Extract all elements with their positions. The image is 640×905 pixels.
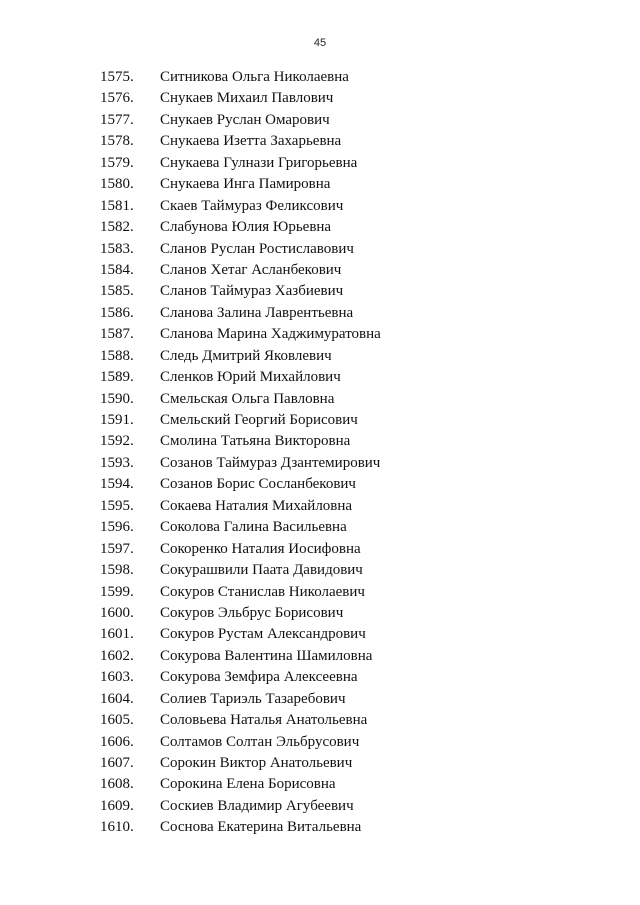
list-item-number: 1591.	[100, 412, 134, 428]
list-item	[0, 389, 640, 410]
list-item	[0, 367, 640, 388]
list-item-number: 1595.	[100, 497, 134, 514]
list-item	[0, 131, 640, 152]
list-item-number: 1587.	[100, 326, 134, 343]
list-item-name: Сокурова Валентина Шамиловна	[160, 647, 373, 664]
list-item-name: Сокоренко Наталия Иосифовна	[160, 540, 361, 557]
list-item-number: 1584.	[100, 261, 134, 278]
list-item-name: Смельская Ольга Павловна	[160, 390, 335, 407]
list-item	[0, 560, 640, 581]
list-item-number: 1602.	[100, 647, 134, 664]
list-item	[0, 496, 640, 517]
list-item	[0, 474, 640, 495]
list-item-number: 1589.	[100, 369, 134, 386]
list-item-name: Снукаева Изетта Захарьевна	[160, 133, 342, 150]
list-item-number: 1593.	[100, 454, 134, 471]
list-item	[0, 110, 640, 131]
list-item-name: Созанов Борис Сосланбекович	[160, 476, 356, 493]
list-item	[0, 817, 640, 838]
list-item	[0, 346, 640, 367]
list-item	[0, 624, 640, 645]
list-item-name: Сорокин Виктор Анатольевич	[160, 755, 353, 771]
list-item-number: 1599.	[100, 583, 134, 600]
list-item	[0, 153, 640, 174]
list-item-number: 1606.	[100, 733, 134, 750]
list-item-name: Снукаев Михаил Павлович	[160, 90, 334, 107]
list-item-name: Сленков Юрий Михайлович	[160, 369, 341, 386]
list-item-name: Солтамов Солтан Эльбрусович	[160, 733, 360, 750]
list-item-name: Соснова Екатерина Витальевна	[160, 819, 362, 836]
list-item-number: 1583.	[100, 240, 134, 257]
list-item-name: Сорокина Елена Борисовна	[160, 776, 336, 793]
list-item-name: Сокуров Станислав Николаевич	[160, 583, 365, 600]
list-item	[0, 239, 640, 260]
list-item	[0, 431, 640, 452]
list-item-number: 1590.	[100, 390, 134, 407]
list-item-number: 1605.	[100, 712, 134, 729]
list-item-number: 1579.	[100, 154, 134, 171]
list-item-number: 1601.	[100, 626, 134, 643]
list-item-number: 1575.	[100, 69, 134, 85]
list-item-name: Сланова Залина Лаврентьевна	[160, 304, 354, 321]
list-item-number: 1592.	[100, 433, 134, 450]
list-item-number: 1577.	[100, 111, 134, 128]
list-item	[0, 667, 640, 688]
list-item-name: Слабунова Юлия Юрьевна	[160, 219, 332, 236]
list-item-name: Сокурашвили Паата Давидович	[160, 562, 363, 579]
list-item-name: Солиев Тариэль Тазаребович	[160, 690, 346, 707]
list-item	[0, 796, 640, 817]
list-item	[0, 303, 640, 324]
list-item-number: 1594.	[100, 476, 134, 493]
list-item-name: Сланов Руслан Ростиславович	[160, 240, 354, 257]
list-item	[0, 281, 640, 302]
list-item-name: Сокуров Эльбрус Борисович	[160, 604, 344, 621]
list-item-name: Соловьева Наталья Анатольевна	[160, 712, 368, 729]
list-item-name: Сокурова Земфира Алексеевна	[160, 669, 358, 686]
list-item-name: Снукаева Гулнази Григорьевна	[160, 154, 358, 171]
list-item-name: Снукаева Инга Памировна	[160, 176, 331, 193]
list-item-number: 1576.	[100, 90, 134, 107]
list-item	[0, 774, 640, 795]
list-item-name: Сокуров Рустам Александрович	[160, 626, 366, 643]
list-item-number: 1586.	[100, 304, 134, 321]
list-item	[0, 410, 640, 431]
list-item	[0, 517, 640, 538]
list-item	[0, 67, 640, 88]
list-item	[0, 646, 640, 667]
list-item	[0, 753, 640, 774]
list-item-name: Скаев Таймураз Феликсович	[160, 197, 344, 214]
list-item-number: 1609.	[100, 797, 134, 814]
page-number: 45	[313, 37, 327, 49]
list-item	[0, 603, 640, 624]
list-item	[0, 689, 640, 710]
list-item-number: 1596.	[100, 519, 134, 536]
list-item-number: 1588.	[100, 347, 134, 364]
list-item	[0, 732, 640, 753]
list-item-number: 1580.	[100, 176, 134, 193]
list-item-name: Смельский Георгий Борисович	[160, 412, 358, 428]
list-item	[0, 453, 640, 474]
list-item-name: Соколова Галина Васильевна	[160, 519, 347, 536]
list-item-name: Сланов Таймураз Хазбиевич	[160, 283, 344, 300]
list-item-name: Сланов Хетаг Асланбекович	[160, 261, 342, 278]
list-item-name: Снукаев Руслан Омарович	[160, 111, 330, 128]
list-item-name: Созанов Таймураз Дзантемирович	[160, 454, 381, 471]
list-item	[0, 196, 640, 217]
list-item-number: 1603.	[100, 669, 134, 686]
list-item-name: Следь Дмитрий Яковлевич	[160, 347, 332, 364]
list-item-name: Ситникова Ольга Николаевна	[160, 69, 349, 85]
list-item	[0, 174, 640, 195]
list-item-number: 1600.	[100, 604, 134, 621]
list-item	[0, 260, 640, 281]
list-item-name: Сокаева Наталия Михайловна	[160, 497, 353, 514]
list-item-number: 1610.	[100, 819, 134, 836]
list-item-number: 1578.	[100, 133, 134, 150]
list-item-number: 1608.	[100, 776, 134, 793]
name-list	[0, 67, 640, 839]
list-item	[0, 217, 640, 238]
list-item	[0, 710, 640, 731]
list-item-number: 1607.	[100, 755, 134, 771]
list-item	[0, 539, 640, 560]
list-item-number: 1582.	[100, 219, 134, 236]
list-item	[0, 324, 640, 345]
list-item	[0, 582, 640, 603]
list-item-number: 1598.	[100, 562, 134, 579]
list-item-name: Сланова Марина Хаджимуратовна	[160, 326, 381, 343]
list-item-name: Смолина Татьяна Викторовна	[160, 433, 351, 450]
list-item-number: 1597.	[100, 540, 134, 557]
list-item-number: 1604.	[100, 690, 134, 707]
list-item-number: 1585.	[100, 283, 134, 300]
list-item-name: Соскиев Владимир Агубеевич	[160, 797, 354, 814]
list-item-number: 1581.	[100, 197, 134, 214]
list-item	[0, 88, 640, 109]
